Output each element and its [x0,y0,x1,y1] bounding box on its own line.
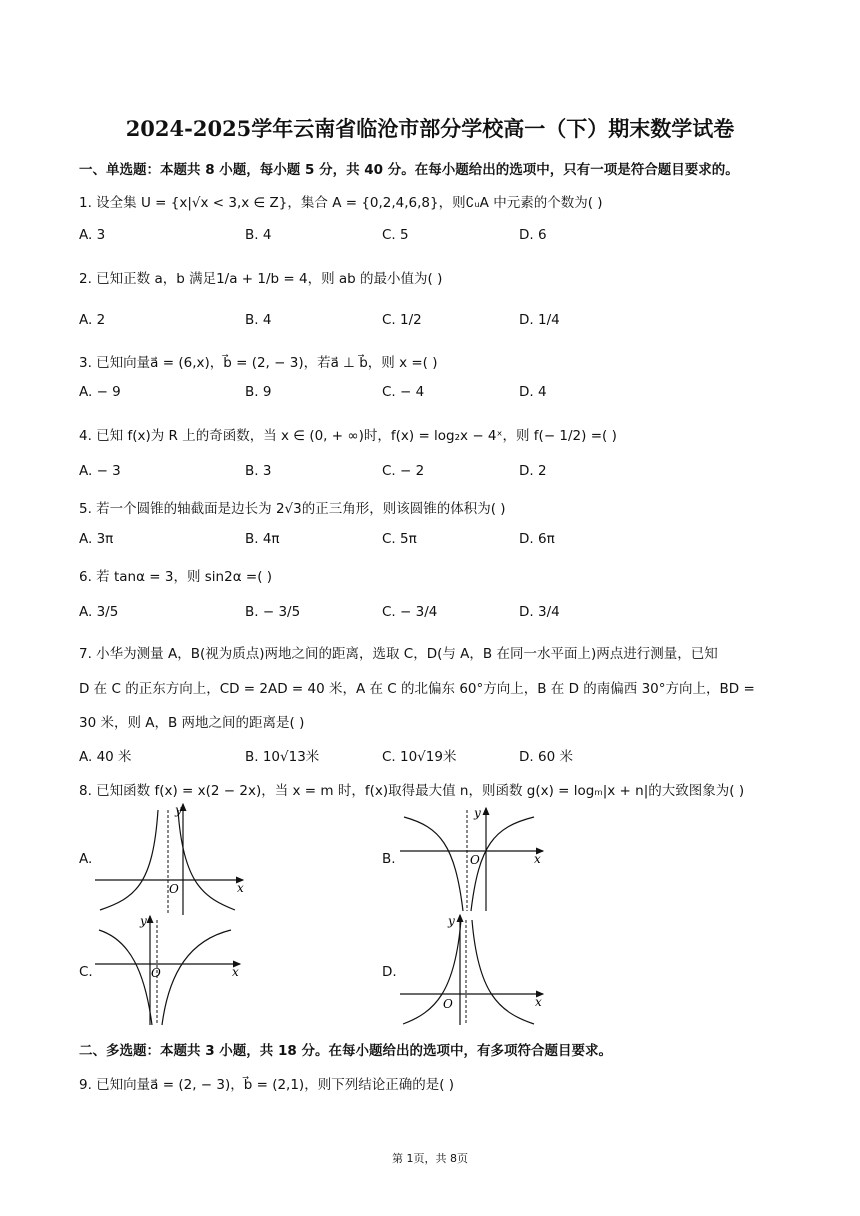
y-label: y [448,914,455,928]
q8-option-c-label: C. [79,964,93,980]
question-5-stem: 5. 若一个圆锥的轴截面是边长为 2√3的正三角形，则该圆锥的体积为( ) [79,501,506,517]
q8-option-b-label: B. [382,851,396,867]
origin-label: O [443,997,453,1011]
x-label: x [535,995,542,1009]
q5-option-d: D. 6π [519,531,555,547]
question-6-stem: 6. 若 tanα = 3，则 sin2α =( ) [79,569,273,585]
q3-option-c: C. − 4 [382,384,425,400]
q8-graph-c [95,912,250,1028]
q7-option-d: D. 60 米 [519,749,573,765]
q8-option-d-label: D. [382,964,397,980]
page-title: 2024-2025学年云南省临沧市部分学校高一（下）期末数学试卷 [125,116,735,141]
curve-left [404,817,463,911]
question-1-stem: 1. 设全集 U = {x|√x < 3,x ∈ Z}，集合 A = {0,2,4,6,8}，则∁ᵤA 中元素的个数为( ) [79,195,603,211]
y-label: y [474,806,481,820]
q3-option-d: D. 4 [519,384,547,400]
x-label: x [534,852,541,866]
q2-option-a: A. 2 [79,312,106,328]
question-4-stem: 4. 已知 f(x)为 R 上的奇函数，当 x ∈ (0, + ∞)时，f(x) = log₂x − 4ˣ，则 f(− 1/2) =( ) [79,428,617,444]
curve-right [471,817,534,911]
curve-left [100,810,158,910]
q3-option-a: A. − 9 [79,384,121,400]
q6-option-c: C. − 3/4 [382,604,438,620]
question-3-stem: 3. 已知向量a⃗ = (6,x)，b⃗ = (2, − 3)，若a⃗ ⊥ b⃗，则 x =( ) [79,355,438,371]
curve-right [472,920,534,1024]
curve-right [178,810,235,910]
q1-option-b: B. 4 [245,227,272,243]
q4-option-c: C. − 2 [382,463,425,479]
q2-option-c: C. 1/2 [382,312,422,328]
q8-graph-d [400,912,550,1028]
q6-option-b: B. − 3/5 [245,604,301,620]
question-7-stem-line-3: 30 米，则 A，B 两地之间的距离是( ) [79,715,305,731]
q6-option-d: D. 3/4 [519,604,560,620]
q1-option-d: D. 6 [519,227,547,243]
page-footer: 第 1页，共 8页 [392,1152,468,1165]
q7-option-a: A. 40 米 [79,749,132,765]
question-9-stem: 9. 已知向量a⃗ = (2, − 3)，b⃗ = (2,1)，则下列结论正确的是( ) [79,1077,455,1093]
q5-option-a: A. 3π [79,531,114,547]
x-label: x [232,965,239,979]
q8-graph-b [400,805,550,913]
origin-label: O [151,966,161,980]
q4-option-a: A. − 3 [79,463,121,479]
q4-option-b: B. 3 [245,463,272,479]
curve-right [162,930,231,1025]
q6-option-a: A. 3/5 [79,604,119,620]
q7-option-c: C. 10√19米 [382,749,457,765]
q5-option-b: B. 4π [245,531,280,547]
q3-option-b: B. 9 [245,384,272,400]
q5-option-c: C. 5π [382,531,417,547]
curve-left [99,930,152,1025]
q1-option-c: C. 5 [382,227,409,243]
q8-graph-a [95,800,250,918]
question-8-stem: 8. 已知函数 f(x) = x(2 − 2x)，当 x = m 时，f(x)取得最大值 n，则函数 g(x) = logₘ|x + n|的大致图象为( ) [79,783,745,799]
q8-option-a-label: A. [79,851,93,867]
question-7-stem-line-1: 7. 小华为测量 A，B(视为质点)两地之间的距离，选取 C，D(与 A，B 在同一水平面上)两点进行测量，已知 [79,646,718,662]
question-2-stem: 2. 已知正数 a，b 满足1/a + 1/b = 4，则 ab 的最小值为( ) [79,271,443,287]
section-single-choice-heading: 一、单选题：本题共 8 小题，每小题 5 分，共 40 分。在每小题给出的选项中，只有一项是符合题目要求的。 [79,162,739,178]
q2-option-b: B. 4 [245,312,272,328]
question-7-stem-line-2: D 在 C 的正东方向上，CD = 2AD = 40 米，A 在 C 的北偏东 60°方向上，B 在 D 的南偏西 30°方向上，BD = [79,681,755,697]
x-label: x [237,881,244,895]
q4-option-d: D. 2 [519,463,547,479]
origin-label: O [169,882,179,896]
origin-label: O [470,853,480,867]
q1-option-a: A. 3 [79,227,106,243]
section-multiple-choice-heading: 二、多选题：本题共 3 小题，共 18 分。在每小题给出的选项中，有多项符合题目要求。 [79,1043,612,1059]
q2-option-d: D. 1/4 [519,312,560,328]
y-label: y [175,803,182,817]
q7-option-b: B. 10√13米 [245,749,320,765]
y-label: y [140,914,147,928]
